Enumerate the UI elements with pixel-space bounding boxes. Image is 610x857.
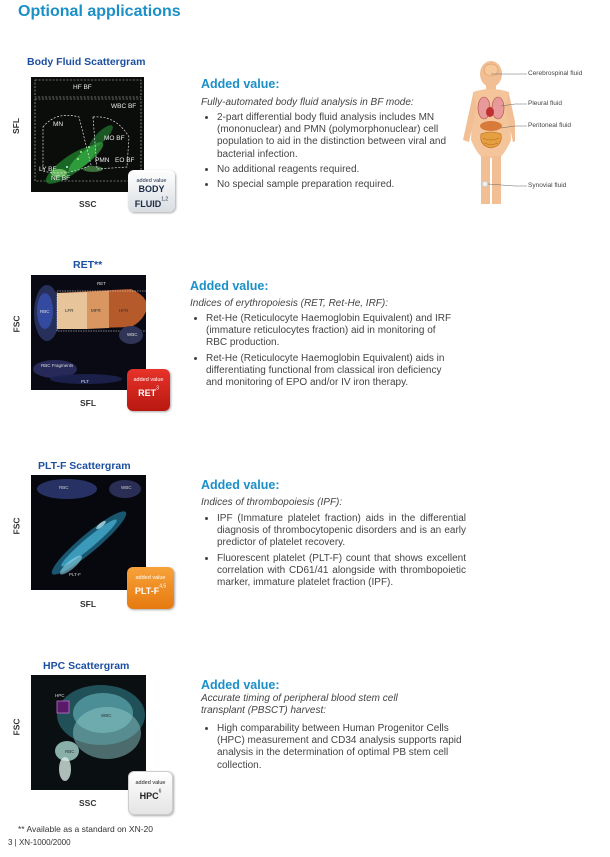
plot-label-rbc: RBC [40,309,50,314]
added-value-title: Added value: [201,478,280,492]
badge-title: PLT-F [134,586,160,596]
list-item: • Ret-He (Reticulocyte Haemoglobin Equivalent) and IRF (immature reticulocytes fraction) aid in monitoring of RBC production. [206,313,456,350]
label-cerebrospinal-fluid: Cerebrospinal fluid [528,70,583,77]
added-value-list [201,513,466,592]
plot-label-wbc: WBC [127,332,138,337]
added-value-subtitle: Indices of thrombopoiesis (IPF): [201,497,343,508]
added-value-subtitle: Accurate timing of peripheral blood stem cell transplant (PBSCT) harvest: [201,693,398,716]
label-synovial-fluid: Synovial fluid [528,182,567,189]
label-peritoneal-fluid: Peritoneal fluid [528,122,571,129]
badge-superscript: 4,5 [159,583,167,590]
plot-label-pmn: PMN [95,157,110,164]
badge-small-text: added value [136,178,167,184]
badge-superscript: 6 [158,788,162,795]
plot-label-mfr: MFR [91,308,101,313]
plot-label-rbc: RBC [65,749,75,754]
human-body-illustration [455,58,515,208]
plot-label-hpc: HPC [55,693,65,698]
list-item: • Fluorescent platelet (PLT-F) count that shows excellent correlation with CD61/41 alongside with thrombopoietic marker, immature platelet fraction (IPF). [217,553,466,590]
badge-title-line1: BODY [138,184,165,194]
plot-label-ret: RET [97,281,106,286]
plot-label-mo-bf: MO BF [104,135,125,142]
x-axis-label: SFL [80,599,97,609]
y-axis-label: FSC [11,517,22,535]
badge-title: HPC [139,791,159,801]
hpc-badge [128,771,173,815]
list-item: • High comparability between Human Progenitor Cells (HPC) measurement and CD34 analysis supports rapid analysis in the determination of optimal PB stem cell collection. [217,723,467,772]
badge-superscript: 3 [156,385,159,392]
added-value-list [201,112,451,194]
added-value-subtitle: Indices of erythropoiesis (RET, Ret-He, IRF): [190,298,389,309]
added-value-list [190,313,456,392]
badge-small-text: added value [135,780,166,786]
plot-label-hf-bf: HF BF [73,84,92,91]
page-label: 3 | XN-1000/2000 [8,838,71,847]
plot-label-hfr: HFR [119,308,129,313]
plot-label-ly-bf: LY BF [39,166,57,173]
list-item: • 2-part differential body fluid analysis includes MN (mononuclear) and PMN (polymorphonuclear) cell population to aid in the distinction between viral and bacterial infection. [217,112,451,161]
plot-label-wbc: WBC [121,485,132,490]
plot-label-eo-bf: EO BF [115,157,135,164]
plt-f-badge [127,567,174,609]
x-axis-label: SSC [79,199,97,209]
plot-label-plt: PLT [81,379,89,384]
list-item: • No special sample preparation required. [217,179,451,191]
x-axis-label: SFL [80,398,97,408]
y-axis-label: SFL [11,117,22,135]
page-heading: Optional applications [18,3,181,20]
plot-label-rbc: RBC [59,485,69,490]
plot-label-rbc-fragments: RBC Fragments [41,363,74,368]
badge-title-line2: FLUID [134,199,162,209]
list-item: • Ret-He (Reticulocyte Haemoglobin Equivalent) aids in differentiating functional from classical iron deficiency and monitoring of EPO and/or IV iron therapy. [206,353,456,390]
footnote: ** Available as a standard on XN-20 [18,824,153,834]
badge-small-text: added value [133,377,164,383]
added-value-subtitle: Fully-automated body fluid analysis in BF mode: [201,97,414,108]
badge-small-text: added value [135,575,166,581]
badge-title: RET [138,388,157,398]
list-item: • IPF (Immature platelet fraction) aids in the differential diagnosis of thrombocytopenic disorders and is an early predictor of platelet recovery. [217,513,466,550]
plot-label-mn: MN [53,121,64,128]
added-value-list [201,723,467,775]
added-value-title: Added value: [201,678,280,692]
y-axis-label: FSC [11,718,22,736]
plot-label-wbc: WBC [101,713,112,718]
plot-label-lfr: LFR [65,308,74,313]
plot-label-plt-f: PLT-F [69,572,81,577]
label-pleural-fluid: Pleural fluid [528,100,562,107]
list-item: • No additional reagents required. [217,164,451,176]
ret-badge [127,369,170,411]
added-value-title: Added value: [190,279,269,293]
added-value-title: Added value: [201,77,280,91]
plot-label-wbc-bf: WBC BF [111,103,137,110]
section-title-ret: RET** [73,259,103,271]
section-title-hpc: HPC Scattergram [43,660,130,672]
body-fluid-badge [128,170,175,212]
y-axis-label: FSC [11,315,22,333]
section-title-plt-f: PLT-F Scattergram [38,460,131,472]
badge-superscript: 1,2 [161,196,169,203]
x-axis-label: SSC [79,798,97,808]
callout-lines [515,58,529,208]
plot-label-ne-bf: NE BF [51,175,71,182]
section-title-body-fluid: Body Fluid Scattergram [27,56,146,68]
